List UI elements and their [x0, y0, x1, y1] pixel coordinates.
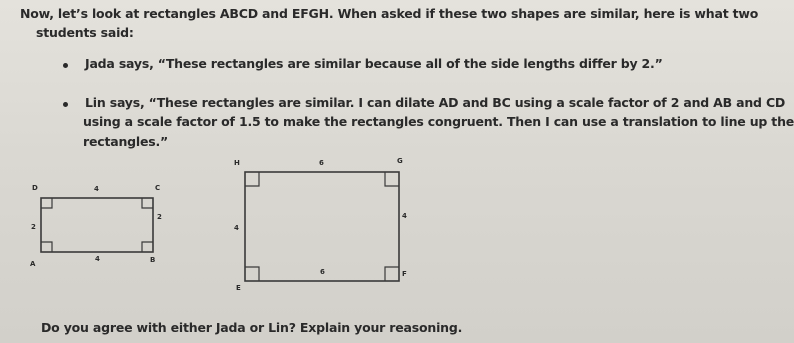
side-da-label: 2: [31, 223, 36, 231]
right-angle-e: [245, 267, 259, 281]
vertex-c-label: C: [155, 184, 161, 192]
right-angle-f: [385, 267, 399, 281]
side-dc-label: 4: [94, 185, 99, 193]
rectangle-abcd: [30, 184, 162, 268]
right-angle-g: [385, 172, 399, 186]
right-angle-a: [41, 242, 52, 252]
rectangle-abcd-outline: [41, 198, 153, 252]
vertex-a-label: A: [30, 260, 36, 268]
intro-line-2: students said:: [36, 25, 134, 40]
right-angle-c: [142, 198, 153, 208]
vertex-g-label: G: [397, 157, 403, 165]
intro-line-1: Now, let’s look at rectangles ABCD and EFGH. When asked if these two shapes are similar, here is what two: [20, 6, 759, 21]
side-ab-label: 4: [95, 255, 100, 263]
right-angle-b: [142, 242, 153, 252]
vertex-b-label: B: [150, 256, 156, 264]
vertex-e-label: E: [236, 284, 241, 292]
vertex-d-label: D: [32, 184, 38, 192]
side-gf-label: 4: [402, 212, 407, 220]
side-cb-label: 2: [157, 213, 162, 221]
right-angle-d: [41, 198, 52, 208]
side-hg-label: 6: [319, 159, 324, 167]
jada-statement: Jada says, “These rectangles are similar because all of the side lengths differ by 2.”: [85, 56, 663, 71]
lin-statement-line-1: Lin says, “These rectangles are similar. I can dilate AD and BC using a scale factor of 2 and AB and CD: [85, 95, 786, 110]
lin-statement-line-2: using a scale factor of 1.5 to make the rectangles congruent. Then I can use a translation to line up the: [83, 114, 794, 129]
vertex-f-label: F: [402, 270, 407, 278]
vertex-h-label: H: [234, 159, 240, 167]
right-angle-h: [245, 172, 259, 186]
lin-statement-line-3: rectangles.”: [83, 134, 169, 149]
rectangle-efgh-outline: [245, 172, 399, 281]
question-prompt: Do you agree with either Jada or Lin? Explain your reasoning.: [41, 320, 463, 335]
side-ef-label: 6: [320, 268, 325, 276]
rectangle-efgh: [234, 157, 407, 292]
side-he-label: 4: [234, 224, 239, 232]
